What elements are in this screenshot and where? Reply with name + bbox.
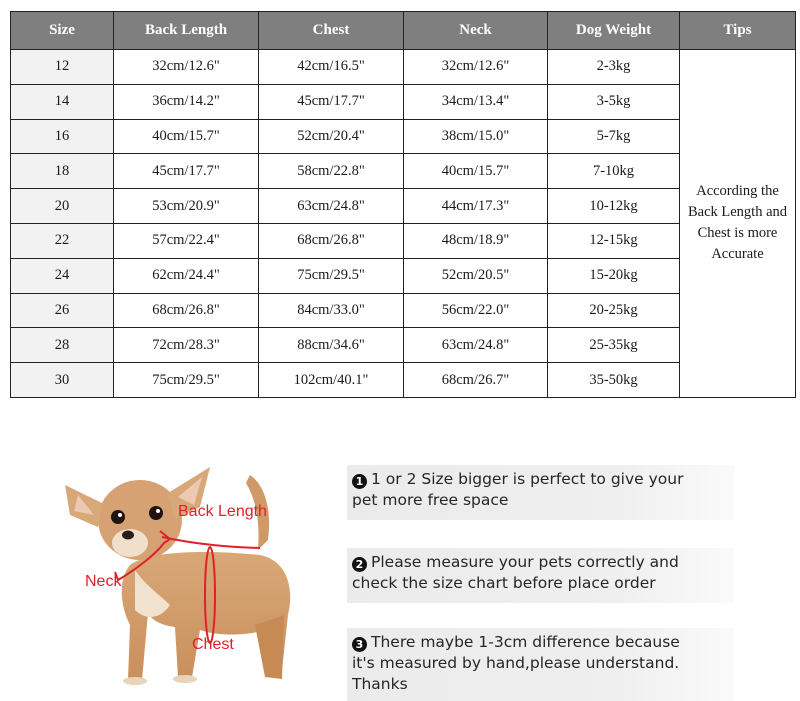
table-row [11,258,796,293]
number-1-icon: 1 [352,474,367,489]
table-row [11,84,796,119]
back-length-cell: 32cm/12.6" [114,50,259,85]
back-length-cell: 36cm/14.2" [114,84,259,119]
neck-label: Neck [85,573,122,590]
size-cell: 26 [11,293,114,328]
size-cell: 24 [11,258,114,293]
chest-cell: 63cm/24.8" [259,189,404,224]
chest-label: Chest [192,636,234,653]
chest-cell: 102cm/40.1" [259,363,404,398]
tips-line: Back Length and [687,204,788,221]
size-cell: 28 [11,328,114,363]
note-2 [347,548,734,603]
chest-cell: 45cm/17.7" [259,84,404,119]
dog-weight-cell: 15-20kg [548,258,680,293]
table-row [11,223,796,258]
note-line: There maybe 1-3cm difference because [371,633,680,651]
neck-cell: 32cm/12.6" [404,50,548,85]
dog-measurement-diagram [60,455,310,695]
dog-weight-cell: 5-7kg [548,119,680,154]
note-1 [347,465,734,520]
chest-cell: 75cm/29.5" [259,258,404,293]
note-line: Thanks [352,675,408,693]
size-cell: 14 [11,84,114,119]
back-length-cell: 45cm/17.7" [114,154,259,189]
tips-line: According the [696,183,779,200]
neck-cell: 68cm/26.7" [404,363,548,398]
dog-weight-cell: 35-50kg [548,363,680,398]
neck-cell: 40cm/15.7" [404,154,548,189]
neck-cell: 44cm/17.3" [404,189,548,224]
back-length-cell: 57cm/22.4" [114,223,259,258]
back-length-cell: 72cm/28.3" [114,328,259,363]
chest-cell: 52cm/20.4" [259,119,404,154]
header-dog-weight: Dog Weight [548,12,680,50]
dog-weight-cell: 20-25kg [548,293,680,328]
table-row [11,154,796,189]
note-line: check the size chart before place order [352,574,656,592]
chest-cell: 68cm/26.8" [259,223,404,258]
table-header-row [11,12,796,50]
note-line: pet more free space [352,491,509,509]
table-row [11,293,796,328]
table-row [11,328,796,363]
tips-cell [680,50,796,398]
dog-weight-cell: 2-3kg [548,50,680,85]
size-cell: 20 [11,189,114,224]
size-cell: 16 [11,119,114,154]
chest-cell: 84cm/33.0" [259,293,404,328]
neck-cell: 34cm/13.4" [404,84,548,119]
neck-cell: 48cm/18.9" [404,223,548,258]
size-cell: 18 [11,154,114,189]
note-line: it's measured by hand,please understand. [352,654,680,672]
back-length-cell: 53cm/20.9" [114,189,259,224]
table-row [11,363,796,398]
dog-weight-cell: 7-10kg [548,154,680,189]
note-line: 1 or 2 Size bigger is perfect to give your [371,470,684,488]
size-cell: 12 [11,50,114,85]
size-chart-table [10,11,796,398]
dog-weight-cell: 10-12kg [548,189,680,224]
chest-cell: 42cm/16.5" [259,50,404,85]
back-length-cell: 75cm/29.5" [114,363,259,398]
table-row [11,189,796,224]
note-3 [347,628,734,701]
back-length-cell: 68cm/26.8" [114,293,259,328]
neck-cell: 52cm/20.5" [404,258,548,293]
header-size: Size [11,12,114,50]
neck-cell: 63cm/24.8" [404,328,548,363]
header-tips: Tips [680,12,796,50]
neck-cell: 38cm/15.0" [404,119,548,154]
table-row [11,50,796,85]
neck-cell: 56cm/22.0" [404,293,548,328]
note-line: Please measure your pets correctly and [371,553,679,571]
tips-line: Chest is more [697,225,778,242]
header-neck: Neck [404,12,548,50]
back-length-cell: 40cm/15.7" [114,119,259,154]
size-cell: 22 [11,223,114,258]
size-cell: 30 [11,363,114,398]
dog-weight-cell: 12-15kg [548,223,680,258]
header-chest: Chest [259,12,404,50]
number-3-icon: 3 [352,637,367,652]
chest-cell: 58cm/22.8" [259,154,404,189]
header-back-length: Back Length [114,12,259,50]
dog-weight-cell: 3-5kg [548,84,680,119]
table-row [11,119,796,154]
back-length-cell: 62cm/24.4" [114,258,259,293]
back-length-label: Back Length [178,503,267,520]
number-2-icon: 2 [352,557,367,572]
chest-cell: 88cm/34.6" [259,328,404,363]
tips-line: Accurate [711,246,764,263]
dog-weight-cell: 25-35kg [548,328,680,363]
